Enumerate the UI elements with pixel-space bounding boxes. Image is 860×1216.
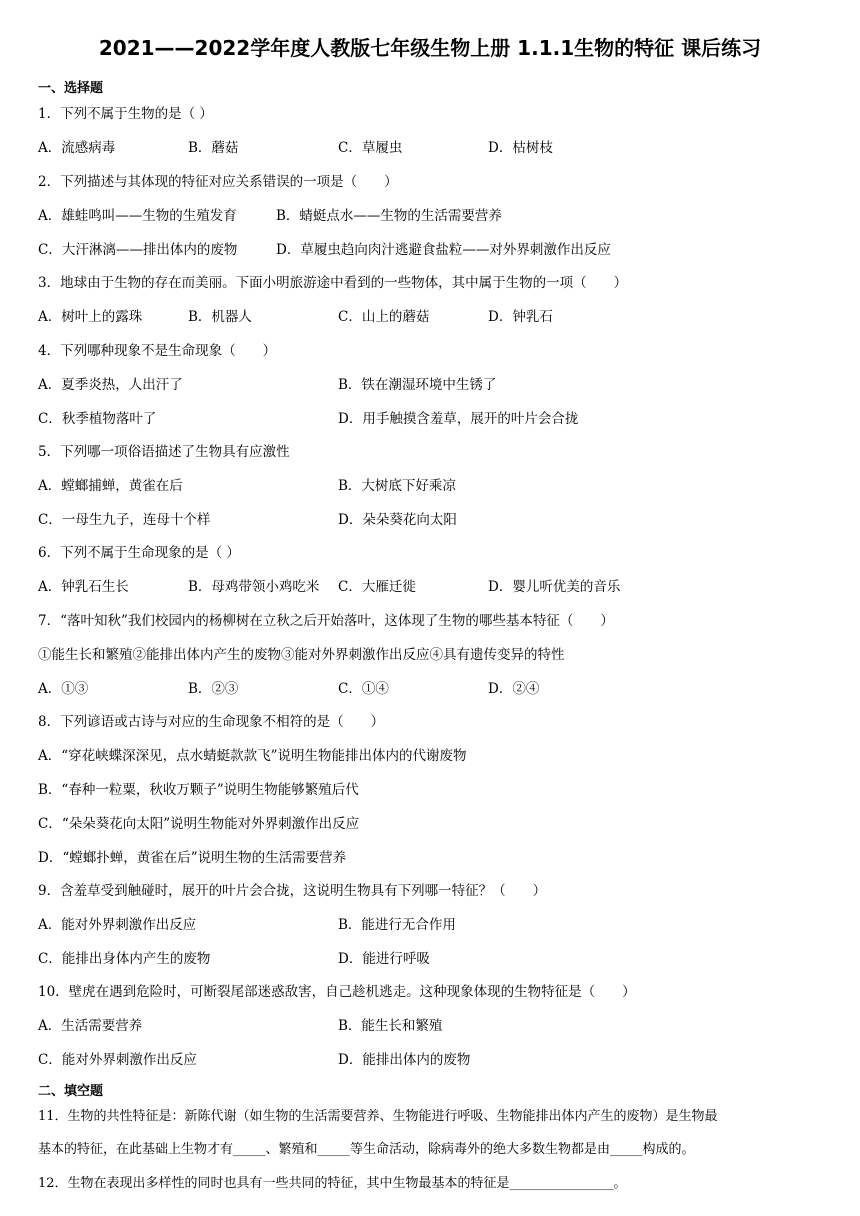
question-9-option-c: C．能排出身体内产生的废物 (38, 951, 211, 967)
question-1-option-c: C．草履虫 (338, 140, 403, 156)
question-10-stem: 10．壁虎在遇到危险时，可断裂尾部迷惑敌害，自己趁机逃走。这种现象体现的生物特征是（ ） (38, 984, 636, 1000)
question-12: 12．生物在表现出多样性的同时也具有一些共同的特征，其中生物最基本的特征是________________。 (38, 1176, 627, 1191)
question-7-option-d: D．②④ (488, 681, 540, 697)
question-6-option-d: D．婴儿听优美的音乐 (488, 579, 621, 595)
question-8-option-d: D．“螳螂扑蝉，黄雀在后”说明生物的生活需要营养 (38, 850, 347, 866)
question-7-option-c: C．①④ (338, 681, 389, 697)
question-2-stem: 2．下列描述与其体现的特征对应关系错误的一项是（ ） (38, 174, 398, 190)
question-9-stem: 9．含羞草受到触碰时，展开的叶片会合拢，这说明生物具有下列哪一特征？（ ） (38, 883, 547, 899)
page-title: 2021——2022学年度人教版七年级生物上册 1.1.1生物的特征 课后练习 (98, 36, 762, 60)
question-5-option-c: C．一母生九子，连母十个样 (38, 512, 211, 528)
question-2-option-a: A．雄蛙鸣叫——生物的生殖发育 (38, 208, 237, 224)
question-6-stem: 6．下列不属于生命现象的是（ ） (38, 545, 240, 561)
question-11-line-2: 基本的特征，在此基础上生物才有_____、繁殖和_____等生命活动，除病毒外的绝大多数生物都是由_____构成的。 (38, 1142, 695, 1157)
question-2-option-b: B．蜻蜓点水——生物的生活需要营养 (276, 208, 502, 224)
question-8-stem: 8．下列谚语或古诗与对应的生命现象不相符的是（ ） (38, 714, 385, 730)
question-4-option-a: A．夏季炎热，人出汗了 (38, 377, 183, 393)
question-3-option-c: C．山上的蘑菇 (338, 309, 430, 325)
section-heading-fill: 二、填空题 (38, 1084, 104, 1099)
question-3-stem: 3．地球由于生物的存在而美丽。下面小明旅游途中看到的一些物体，其中属于生物的一项（ ） (38, 275, 628, 291)
question-9-option-d: D．能进行呼吸 (338, 951, 430, 967)
question-8-option-b: B．“春种一粒粟，秋收万颗子”说明生物能够繁殖后代 (38, 782, 359, 798)
question-5-option-a: A．螳螂捕蝉，黄雀在后 (38, 478, 183, 494)
question-5-option-b: B．大树底下好乘凉 (338, 478, 456, 494)
section-heading-choice: 一、选择题 (38, 81, 104, 96)
question-2-option-d: D．草履虫趋向肉汁逃避食盐粒——对外界刺激作出反应 (276, 242, 611, 258)
question-5-stem: 5．下列哪一项俗语描述了生物具有应激性 (38, 444, 290, 460)
question-10-option-b: B．能生长和繁殖 (338, 1018, 443, 1034)
question-1-option-d: D．枯树枝 (488, 140, 553, 156)
question-9-option-b: B．能进行无合作用 (338, 917, 456, 933)
question-6-option-a: A．钟乳石生长 (38, 579, 129, 595)
question-6-option-b: B．母鸡带领小鸡吃米 (188, 579, 320, 595)
question-3-option-d: D．钟乳石 (488, 309, 553, 325)
question-5-option-d: D．朵朵葵花向太阳 (338, 512, 457, 528)
question-10-option-a: A．生活需要营养 (38, 1018, 143, 1034)
question-8-option-a: A．“穿花峡蝶深深见，点水蜻蜓款款飞”说明生物能排出体内的代谢废物 (38, 748, 467, 764)
question-7-stem: 7．“落叶知秋”我们校园内的杨柳树在立秋之后开始落叶，这体现了生物的哪些基本特征（ ） (38, 613, 614, 629)
question-1-stem: 1．下列不属于生物的是（ ） (38, 106, 213, 122)
question-7-option-a: A．①③ (38, 681, 89, 697)
question-7-statements: ①能生长和繁殖②能排出体内产生的废物③能对外界刺激作出反应④具有遗传变异的特性 (38, 647, 565, 663)
question-4-option-d: D．用手触摸含羞草，展开的叶片会合拢 (338, 411, 579, 427)
question-4-option-c: C．秋季植物落叶了 (38, 411, 157, 427)
question-3-option-a: A．树叶上的露珠 (38, 309, 143, 325)
question-6-option-c: C．大雁迁徙 (338, 579, 416, 595)
question-3-option-b: B．机器人 (188, 309, 252, 325)
question-10-option-d: D．能排出体内的废物 (338, 1052, 471, 1068)
question-2-option-c: C．大汗淋漓——排出体内的废物 (38, 242, 238, 258)
question-7-option-b: B．②③ (188, 681, 239, 697)
question-1-option-b: B．蘑菇 (188, 140, 239, 156)
question-8-option-c: C．“朵朵葵花向太阳”说明生物能对外界刺激作出反应 (38, 816, 360, 832)
question-4-stem: 4．下列哪种现象不是生命现象（ ） (38, 343, 277, 359)
question-9-option-a: A．能对外界刺激作出反应 (38, 917, 197, 933)
question-11-line-1: 11．生物的共性特征是：新陈代谢（如生物的生活需要营养、生物能进行呼吸、生物能排出体内产生的废物）是生物最 (38, 1109, 718, 1124)
question-10-option-c: C．能对外界刺激作出反应 (38, 1052, 197, 1068)
question-4-option-b: B．铁在潮湿环境中生锈了 (338, 377, 497, 393)
question-1-option-a: A．流感病毒 (38, 140, 116, 156)
